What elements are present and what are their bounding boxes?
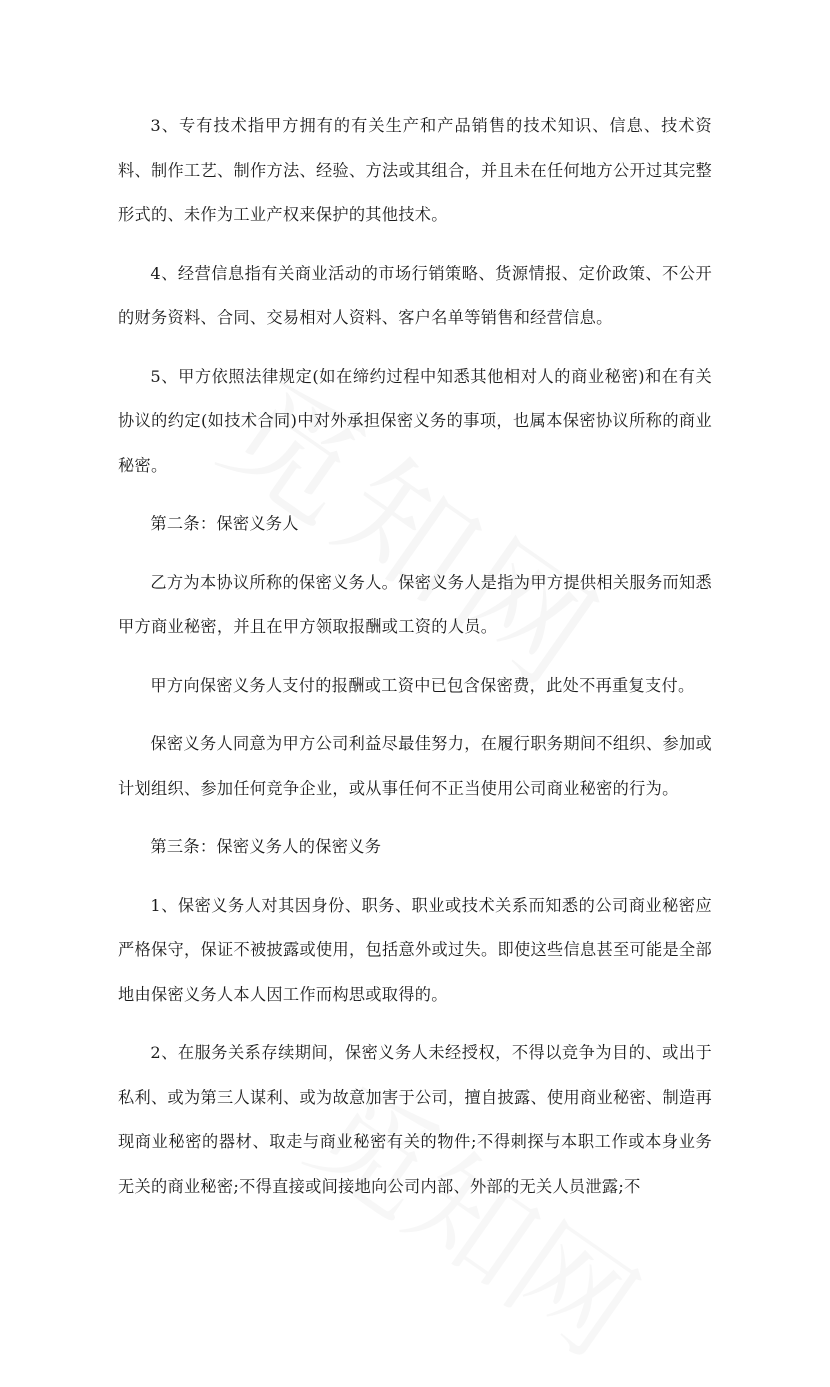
paragraph-clause-1-3: 3、专有技术指甲方拥有的有关生产和产品销售的技术知识、信息、技术资料、制作工艺、制作方法、经验、方法或其组合，并且未在任何地方公开过其完整形式的、未作为工业产权来保护的其他技术。 <box>118 116 712 224</box>
document-body <box>118 104 712 1209</box>
section-heading-article-3: 第三条：保密义务人的保密义务 <box>150 837 382 856</box>
paragraph-clause-1-5: 5、甲方依照法律规定(如在缔约过程中知悉其他相对人的商业秘密)和在有关协议的约定(如技术合同)中对外承担保密义务的事项，也属本保密协议所称的商业秘密。 <box>118 366 712 475</box>
paragraph-article-2-noncompete: 保密义务人同意为甲方公司利益尽最佳努力，在履行职务期间不组织、参加或计划组织、参加任何竞争企业，或从事任何不正当使用公司商业秘密的行为。 <box>118 734 712 798</box>
section-heading-article-2: 第二条：保密义务人 <box>150 514 299 533</box>
paragraph-article-3-1: 1、保密义务人对其因身份、职务、职业或技术关系而知悉的公司商业秘密应严格保守，保证不被披露或使用，包括意外或过失。即使这些信息甚至可能是全部地由保密义务人本人因工作而构思或取得的。 <box>118 895 712 1004</box>
paragraph-clause-1-4: 4、经营信息指有关商业活动的市场行销策略、货源情报、定价政策、不公开的财务资料、合同、交易相对人资料、客户名单等销售和经营信息。 <box>118 263 712 327</box>
paragraph-article-2-definition: 乙方为本协议所称的保密义务人。保密义务人是指为甲方提供相关服务而知悉甲方商业秘密，并且在甲方领取报酬或工资的人员。 <box>118 572 712 636</box>
paragraph-article-2-fee: 甲方向保密义务人支付的报酬或工资中已包含保密费，此处不再重复支付。 <box>150 675 695 695</box>
paragraph-article-3-2: 2、在服务关系存续期间，保密义务人未经授权，不得以竞争为目的、或出于私利、或为第三人谋利、或为故意加害于公司，擅自披露、使用商业秘密、制造再现商业秘密的器材、取走与商业秘密有关的物件;不得刺探与本职工作或本身业务无关的商业秘密;不得直接或间接地向公司内部、外部的无关人员泄露;不 <box>118 1043 712 1196</box>
